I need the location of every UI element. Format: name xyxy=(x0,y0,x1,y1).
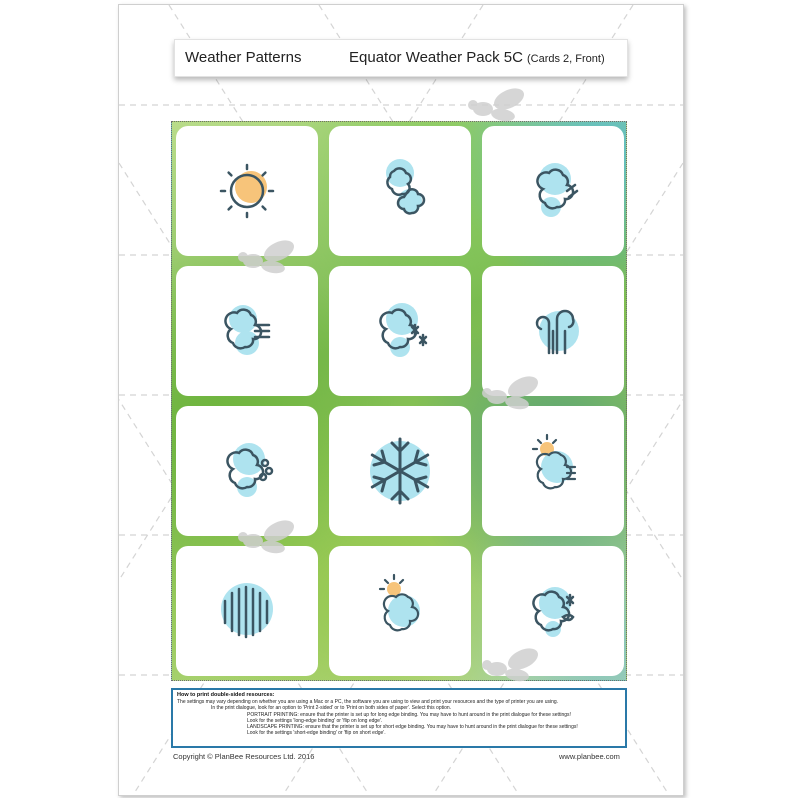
wind-gust-icon xyxy=(513,291,593,371)
cloud-hail-icon xyxy=(207,431,287,511)
instruction-line: Look for the settings 'short-edge binding' or 'flip on short edge'. xyxy=(247,730,386,737)
instruction-line: The settings may vary depending on whether you are using a Mac or a PC, the software you are using to view and print your resources and the type of printer you are using. xyxy=(177,699,559,705)
weather-card xyxy=(176,266,318,396)
weather-card xyxy=(176,126,318,256)
title-banner xyxy=(174,39,628,77)
snowflake-icon xyxy=(360,431,440,511)
sun-cloud-rain-icon xyxy=(513,431,593,511)
cloud-sleet-icon xyxy=(513,571,593,651)
cloud-snow-icon xyxy=(360,291,440,371)
instruction-line: Look for the settings 'long-edge binding' or 'flip on long edge'. xyxy=(247,717,383,724)
worksheet-page xyxy=(118,4,684,796)
instruction-line: In the print dialogue, look for an option to 'Print 2-sided' or to 'Print on both sides of paper'. Select this option. xyxy=(211,705,452,712)
weather-card xyxy=(482,126,624,256)
weather-card xyxy=(329,126,471,256)
weather-card xyxy=(482,406,624,536)
sun-icon xyxy=(207,151,287,231)
cloud-strong-wind-icon xyxy=(207,291,287,371)
card-sheet xyxy=(171,121,627,681)
instruction-line: PORTRAIT PRINTING: ensure that the printer is set up for long edge binding. You may have to hunt around in the print dialogue for these settings! xyxy=(247,711,571,718)
sun-behind-cloud-icon xyxy=(360,571,440,651)
weather-card xyxy=(482,546,624,676)
copyright-text: Copyright © PlanBee Resources Ltd. 2016 xyxy=(173,752,315,761)
website-text: www.planbee.com xyxy=(559,752,620,761)
pack-subtitle: (Cards 2, Front) xyxy=(526,53,605,65)
pack-title: Equator Weather Pack 5C xyxy=(349,49,523,66)
weather-card xyxy=(329,546,471,676)
instruction-line: LANDSCAPE PRINTING: ensure that the printer is set up for short edge binding. You may have to hunt around in the print dialogue for these settings! xyxy=(247,724,578,731)
cloud-wind-icon xyxy=(513,151,593,231)
printing-instructions-box xyxy=(171,688,627,748)
weather-card xyxy=(176,406,318,536)
topic-title: Weather Patterns xyxy=(185,49,302,66)
weather-card xyxy=(176,546,318,676)
two-clouds-icon xyxy=(360,151,440,231)
weather-card xyxy=(329,266,471,396)
instructions-title: How to print double-sided resources: xyxy=(177,692,275,698)
heavy-rain-icon xyxy=(207,571,287,651)
weather-card xyxy=(482,266,624,396)
weather-card xyxy=(329,406,471,536)
pack-title-group xyxy=(349,49,605,66)
